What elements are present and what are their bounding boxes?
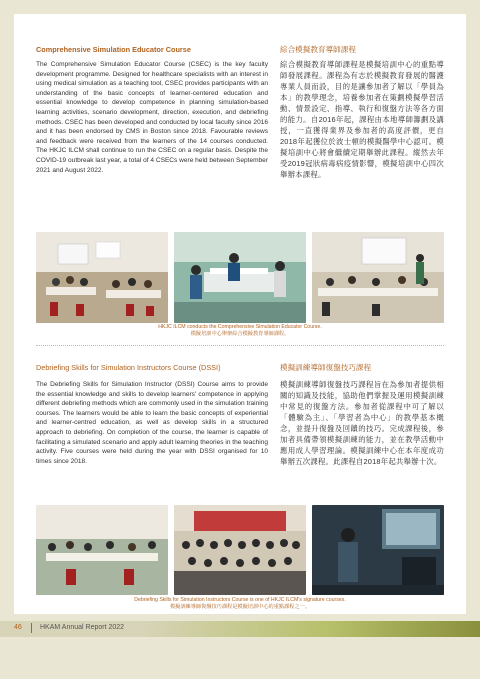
page-footer bbox=[0, 614, 480, 679]
csec-photo-lecture bbox=[312, 232, 444, 323]
section-divider bbox=[36, 345, 444, 346]
dssi-photo-debrief bbox=[312, 505, 444, 595]
dssi-photo-group bbox=[174, 505, 306, 595]
top-margin bbox=[0, 0, 480, 14]
csec-body-en: The Comprehensive Simulation Educator Course (CSEC) is the key faculty development programme. Designed for healthcare specialists with an interest in using medical simulation as a teaching tool, CSEC provides participants with an understanding of the basic concepts of learner-centered education and essential knowledge to develop competence in planning simulation-based learning activities, scenario development, direction, execution, and debriefing methods. CSEC has been developed and conducted by local faculty since 2016 and it has been endorsed by CMS in Boston since 2018. Favourable reviews and feedback were received from the learners of the 14 courses conducted. The HKJC ILCM shall continue to run the CSEC on a regular basis. Despite the COVID-19 outbreak last year, a total of 4 CSECs were held between September 2021 and August 2022. bbox=[36, 61, 268, 174]
csec-body-zh: 綜合模擬教育導師課程是模擬培訓中心的重點導師發展課程。課程為有志於模擬教育發展的醫護專業人員而設，目的是讓參加者了解以「學員為本」的教學理念，培養參加者在策劃模擬學習活動、情景設定、指導、執行和復盤方法等各方面的能力。自2016年起，課程由本地導師籌劃及講授，一直獲得業界及參加者的高度評價，更自2018年起獲位於波士頓的模擬醫學中心認可。模擬培訓中心將會繼續定期舉辦此課程。縱然去年受2019冠狀病毒病疫情影響，模擬培訓中心四次舉辦本課程。 bbox=[280, 60, 444, 179]
report-page bbox=[14, 14, 466, 614]
dssi-title-zh: 模擬訓練導師復盤技巧課程 bbox=[280, 363, 372, 372]
dssi-body-en: The Debriefing Skills for Simulation Instructor (DSSI) Course aims to provide the essential knowledge and skills to develop learners' competence in applying different debriefing methods which are commonly used in the simulation training courses. The learners would be able to learn the basic concepts of experiential and learner-centred education, as well as develop skills in a structured approach to debriefing. On completion of the course, the learner is capable of facilitating a simulated scenario and apply adult learning theories in the teaching activity. Five courses were held during the year with DSSI organised for 10 times since 2018. bbox=[36, 381, 268, 465]
dssi-caption-zh: 模擬訓練導師復盤技巧課程是模擬培訓中心的重點課程之一。 bbox=[169, 604, 311, 610]
csec-caption-en: HKJC ILCM conducts the Comprehensive Simulation Educator Course. bbox=[158, 324, 322, 330]
csec-title-zh: 綜合模擬教育導師課程 bbox=[280, 45, 356, 54]
dssi-body-zh: 模擬訓練導師復盤技巧課程旨在為參加者提供相關的知識及技能，協助他們掌握及運用模擬訓練中常見的復盤方法。參加者從課程中可了解以「體驗為主」、「學習者為中心」的教學基本概念，並提升復盤及回饋的技巧。完成課程後，參加者具備帶領模擬訓練的能力，並在教學活動中應用成人學習理論。模擬訓練中心在本年度成功舉辦五次課程。此課程自2018年起共舉辦十次。 bbox=[280, 380, 444, 466]
report-title: HKAM Annual Report 2022 bbox=[40, 624, 125, 631]
footer-gradient bbox=[140, 621, 480, 637]
dssi-photo-workshop bbox=[36, 505, 168, 595]
csec-title-en: Comprehensive Simulation Educator Course bbox=[36, 45, 191, 54]
dssi-caption-en: Debriefing Skills for Simulation Instructors Course is one of HKJC ILCM's signature courses. bbox=[134, 597, 346, 603]
dssi-title-en: Debriefing Skills for Simulation Instructors Course (DSSI) bbox=[36, 363, 221, 372]
csec-caption-zh: 模擬培訓中心舉辦綜合模擬教育導師課程。 bbox=[190, 331, 290, 337]
csec-photo-classroom bbox=[36, 232, 168, 323]
csec-photo-simulation bbox=[174, 232, 306, 323]
page-number: 46 bbox=[14, 624, 22, 631]
footer-separator bbox=[31, 623, 32, 633]
